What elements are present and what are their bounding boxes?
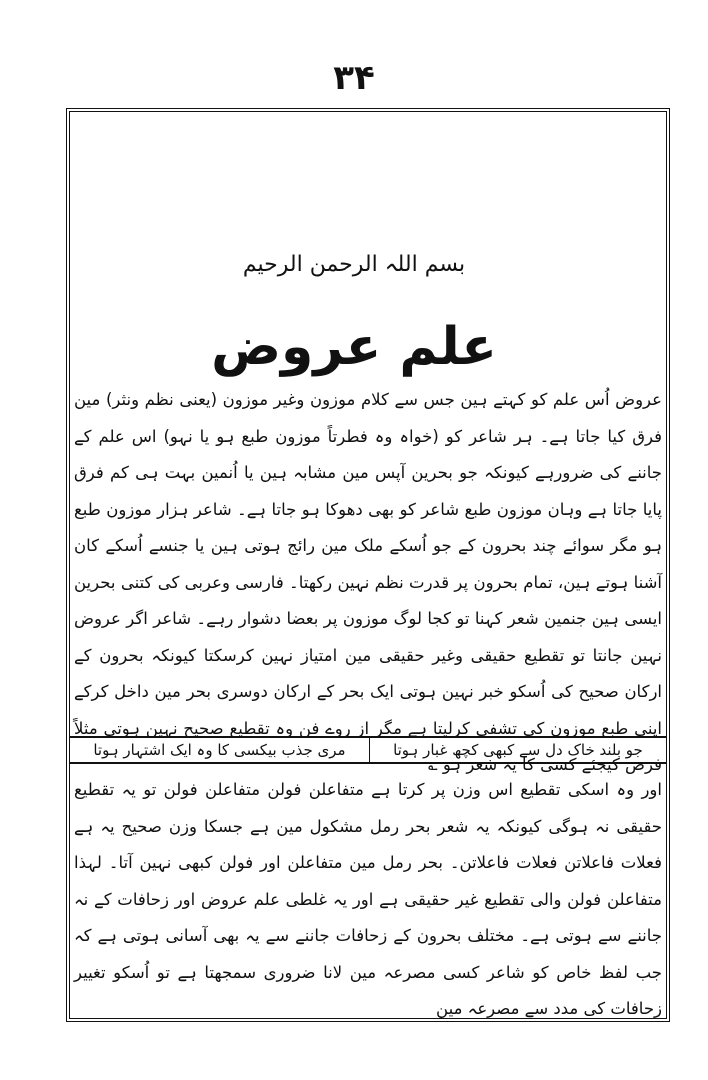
body-paragraph-1: عروض اُس علم کو کہتے ہین جس سے کلام موزون وغیر موزون (یعنی نظم ونثر) مین فرق کیا جاتا ہے۔ ہر شاعر کو (خواہ وہ فطرتاً موزون طبع ہو یا نہو) اس علم کے جاننے کی ضرورہے کیونکہ جو بحرین آپس مین مشابہ ہین یا اُنمین بہت ہی کم فرق پایا جاتا ہے وہان موزون طبع شاعر کو بھی دھوکا ہو جاتا ہے۔ شاعر ہزار موزون طبع ہو مگر سوائے چند بحرون کے جو اُسکے ملک مین رائج ہوتی ہین یا جنسے اُسکے کان آشنا ہوتے ہین، تمام بحرون پر قدرت نظم نہین رکھتا۔ فارسی وعربی کی کتنی بحرین ایسی ہین جنمین شعر کہنا تو کجا لوگ موزون پر بعضا دشوار رہے۔ شاعر اگر عروض نہین جانتا تو تقطیع حقیقی وغیر حقیقی مین امتیاز نہین کرسکتا کیونکہ بحرون کے ارکان صحیح کی اُسکو خبر نہین ہوتی ایک بحر کے ارکان دوسری بحر مین داخل کرکے اپنی طبع موزون کی تشفی کرلیتا ہے مگر از روے فن وہ تقطیع صحیح نہین ہوتی مثلاً فرض کیجئے کسی کا یہ شعر ہو ؎	[74, 390, 662, 774]
body-paragraph-2: اور وہ اسکی تقطیع اس وزن پر کرتا ہے متفاعلن فولن متفاعلن فولن تو یہ تقطیع حقیقی نہ ہوگی کیونکہ یہ شعر بحر رمل مشکول مین ہے جسکا وزن صحیح یہ ہے فعلات فاعلاتن فعلات فاعلاتن۔ بحر رمل مین متفاعلن اور فولن کبھی نہین آتا۔ لہذا متفاعلن فولن والی تقطیع غیر حقیقی ہے اور یہ غلطی علم عروض اور زحافات کے نہ جاننے سے ہوتی ہے۔ مختلف بحرون کے زحافات جاننے سے یہ بھی آسانی ہوتی ہے کہ جب لفظ خاص کو شاعر کسی مصرعہ مین لانا ضروری سمجھتا ہے تو اُسکو تغییر زحافات کی مدد سے مصرعہ مین	[74, 780, 662, 1018]
page-number: ۳۴	[333, 58, 375, 98]
verse-second-half: مری جذب بیکسی کا وہ ایک اشتہار ہوتا	[70, 737, 369, 763]
page-title: علم عروض	[211, 317, 497, 377]
invocation-line: بسم اللہ الرحمن الرحیم	[242, 252, 466, 277]
verse-couplet	[70, 736, 666, 764]
verse-first-half: جو بلند خاک دل سے کبھی کچھ غبار ہوتا	[369, 737, 666, 763]
